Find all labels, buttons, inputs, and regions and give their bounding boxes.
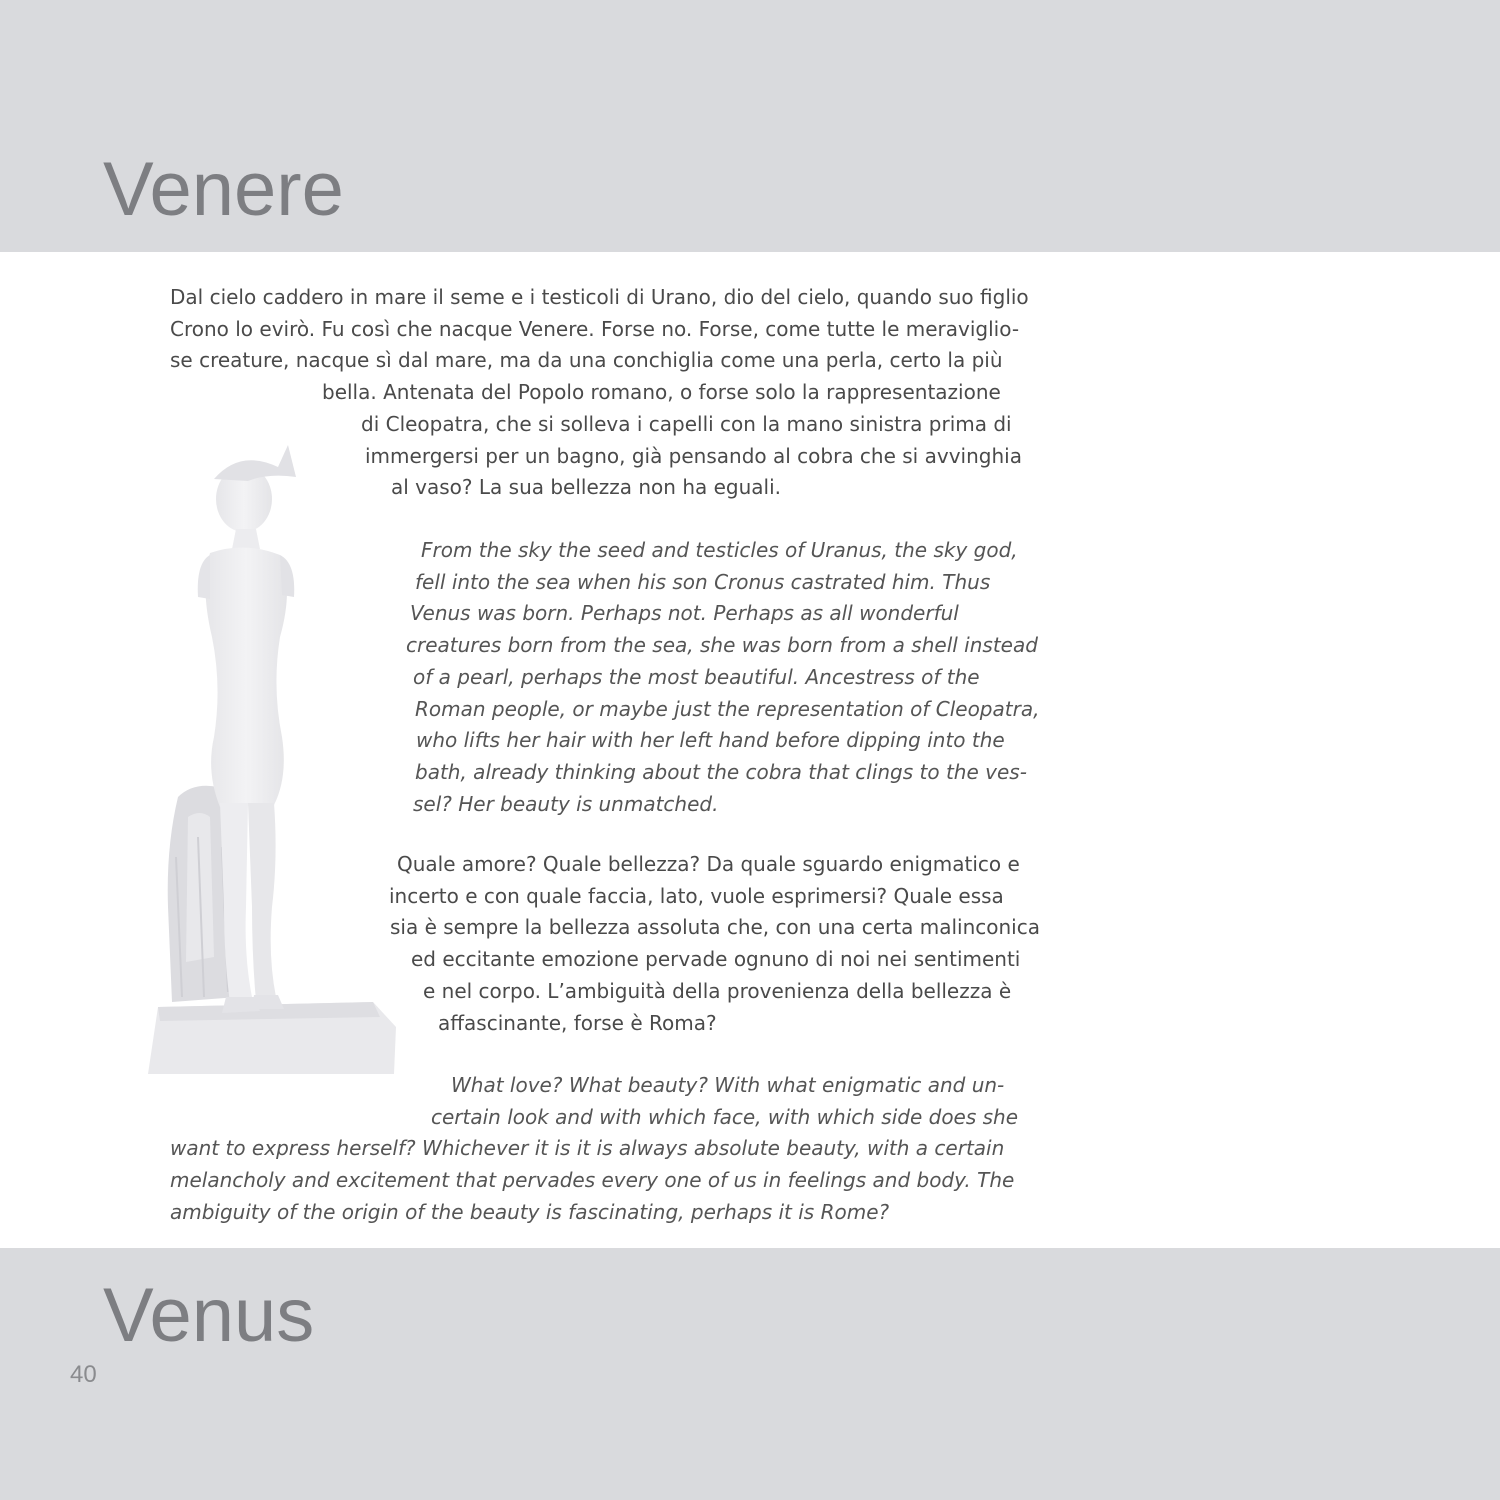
- paragraph-venus-english: [170, 535, 1056, 820]
- text-line: Venus was born. Perhaps not. Perhaps as all wonderful: [410, 601, 959, 626]
- paragraph-beauty-english: [170, 1070, 1056, 1229]
- text-line: bath, already thinking about the cobra that clings to the ves-: [415, 759, 1027, 784]
- text-line: of a pearl, perhaps the most beautiful. Ancestress of the: [413, 664, 980, 689]
- text-line: Crono lo evirò. Fu così che nacque Venere. Forse no. Forse, come tutte le meraviglio-: [170, 316, 1020, 341]
- footer-band: [0, 1248, 1500, 1500]
- text-line: Dal cielo caddero in mare il seme e i testicoli di Urano, dio del cielo, quando suo figlio: [170, 285, 1029, 309]
- text-line: What love? What beauty? With what enigmatic and un-: [451, 1073, 1005, 1097]
- text-line: certain look and with which face, with which side does she: [431, 1104, 1019, 1129]
- text-line: e nel corpo. L’ambiguità della provenienza della bellezza è: [423, 978, 1012, 1003]
- text-line: se creature, nacque sì dal mare, ma da una conchiglia come una perla, certo la più: [170, 348, 1003, 373]
- footer-title: Venus: [103, 1273, 315, 1358]
- text-line: who lifts her hair with her left hand before dipping into the: [416, 728, 1005, 753]
- text-line: Roman people, or maybe just the representation of Cleopatra,: [415, 696, 1040, 721]
- text-line: Quale amore? Quale bellezza? Da quale sguardo enigmatico e: [397, 852, 1020, 876]
- text-line: From the sky the seed and testicles of Uranus, the sky god,: [421, 538, 1018, 562]
- page-title: Venere: [103, 147, 344, 232]
- text-line: di Cleopatra, che si solleva i capelli con la mano sinistra prima di: [361, 411, 1012, 436]
- text-line: ed eccitante emozione pervade ognuno di noi nei sentimenti: [411, 947, 1021, 972]
- text-line: fell into the sea when his son Cronus castrated him. Thus: [415, 569, 991, 594]
- text-line: creatures born from the sea, she was born from a shell instead: [406, 633, 1038, 658]
- text-line: bella. Antenata del Popolo romano, o forse solo la rappresentazione: [322, 380, 1001, 405]
- text-line: ambiguity of the origin of the beauty is fascinating, perhaps it is Rome?: [170, 1199, 890, 1224]
- paragraph-bellezza-italian: [170, 849, 1056, 1039]
- article-body: [170, 282, 1056, 1232]
- page-number: 40: [70, 1361, 97, 1388]
- text-line: al vaso? La sua bellezza non ha eguali.: [391, 475, 782, 500]
- text-line: sel? Her beauty is unmatched.: [413, 791, 719, 816]
- text-line: melancholy and excitement that pervades every one of us in feelings and body. The: [170, 1168, 1015, 1193]
- text-line: affascinante, forse è Roma?: [438, 1010, 717, 1035]
- text-line: sia è sempre la bellezza assoluta che, con una certa malinconica: [390, 915, 1040, 940]
- header-band: [0, 0, 1500, 252]
- text-line: want to express herself? Whichever it is it is always absolute beauty, with a certain: [170, 1136, 1005, 1161]
- paragraph-venere-italian: [170, 282, 1056, 504]
- text-line: immergersi per un bagno, già pensando al cobra che si avvinghia: [365, 443, 1022, 468]
- text-line: incerto e con quale faccia, lato, vuole esprimersi? Quale essa: [389, 883, 1004, 908]
